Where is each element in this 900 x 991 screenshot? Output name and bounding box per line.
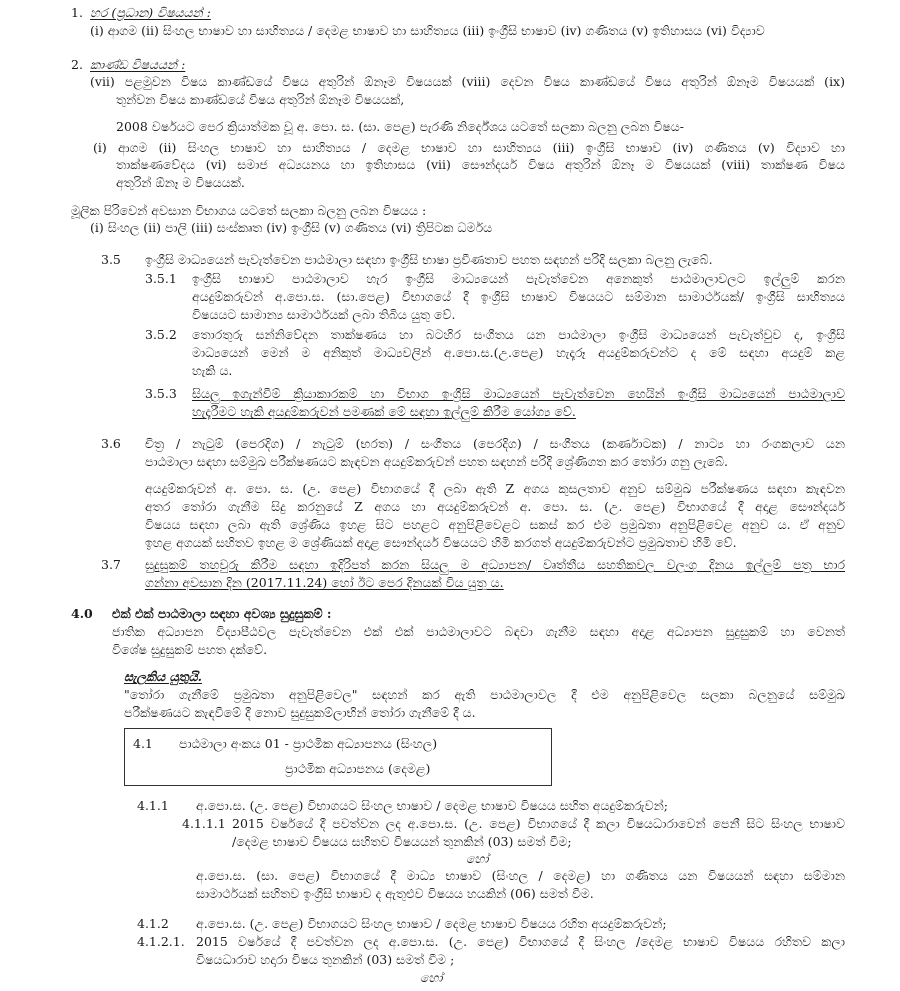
note-title: සැලකිය යුතුයි. (124, 669, 202, 684)
paragraph-line: මාධ්‍යයෙන් මෙන් ම අනිකුත් මාධ්‍යවලින් අ.පො.ස.(උ.පෙළ) හැදෑරූ අයදුම්කරුවන්ට ද මේ සඳහා අයදුම් කළ (192, 345, 845, 360)
paragraph-line: අයදුම්කරුවන් අ. පො. ස. (උ. පෙළ) විභාගයේ දී ලබා ඇති Z අගය කුසලතාව අනුව සම්මුඛ පරීක්ෂණය සඳහා කැඳවන (145, 481, 845, 496)
section-number: 1. (71, 5, 83, 20)
paragraph-line: සියලු ඉගැන්වීම් ක්‍රියාකාරකම් හා විභාග ඉංග්‍රීසි මාධ්‍යයෙන් පැවැත්වෙන හෙයින් ඉංග්‍රීසි මාධ්‍යයෙන් පාඨමාලාව (192, 386, 845, 401)
course-box (124, 728, 552, 786)
paragraph-line: අතුරින් ඕනෑ ම විෂයයක්. (116, 175, 245, 190)
paragraph-line: විශේෂ සුදුසුකම් පහත දක්වේ. (112, 642, 268, 657)
section-title: එක් එක් පාඨමාලා සඳහා අවශ්‍ය සුදුසුකම් : (112, 606, 332, 621)
section-number: 4.0 (71, 606, 93, 621)
section-number: 3.5 (101, 252, 121, 267)
paragraph-line: පරීක්ෂණයට කැඳවීමේ දී නොව සුදුසුකම්ලාභින් තෝරා ගැනීමේ දී ය. (124, 705, 476, 720)
course-title: ප්‍රාථමික අධ්‍යාපනය (දෙමළ) (285, 761, 431, 776)
paragraph-line: තොරතුරු සන්නිවේදන තාක්ෂණය හා බටහිර සංගීතය යන පාඨමාලා ඉංග්‍රීසි මාධ්‍යයෙන් පැවැත්වුව ද, ඉංග්‍රීසි (192, 327, 845, 342)
paragraph-line: අ.පො.ස. (උ. පෙළ) විභාගයට සිංහල භාෂාව / දෙමළ භාෂාව විෂයය රහිත අයදුම්කරුවන්; (196, 916, 667, 931)
paragraph-line: ඉංග්‍රීසි මාධ්‍යයෙන් පැවැත්වෙන පාඨමාලා සඳහා ඉංග්‍රීසි භාෂා ප්‍රවීණතාව පහත සඳහන් පරිදි සලකා බලනු ලැබේ. (145, 252, 713, 267)
paragraph-line: ජාතික අධ්‍යාපන විද්‍යාපීඨවල පැවැත්වෙන එක් එක් පාඨමාලාවට බඳවා ගැනීම සඳහා අදාළ අධ්‍යාපන සුදුසුකම් හා වෙනත් (112, 624, 845, 639)
paragraph-line: (i) සිංහල (ii) පාලි (iii) සංස්කෘත (iv) ඉංග්‍රීසි (v) ගණිතය (vi) ත්‍රිපිටක ධර්මය (90, 220, 493, 235)
paragraph-line: සාමාර්ථයක් සහිතව ඉංග්‍රීසි භාෂාව ද ඇතුළුව විෂයය හයකින් (06) සමත් වීම. (196, 886, 594, 901)
paragraph-line: හැකි ය. (192, 363, 233, 378)
section-number: 3.7 (101, 557, 121, 572)
paragraph-line: විෂයධාරාව හදාරා විෂය තුනකින් (03) සමත් වීම ; (196, 952, 455, 967)
paragraph-line: පාඨමාලා සඳහා සම්මුඛ පරීක්ෂණයට කැඳවන අයදුම්කරුවන් පහත සඳහන් පරිදි ශ්‍රේණිගත කර තෝරා ගනු ලැබේ. (145, 454, 729, 469)
section-title: හර (ප්‍රධාන) විෂයයන් : (90, 5, 211, 20)
paragraph-line: 2015 වර්ෂයේ දී පවත්වන ලද අ.පො.ස. (උ. පෙළ) විභාගයේ දී සිංහල /දෙමළ භාෂාව විෂයය රහිතව කලා (196, 934, 845, 949)
section-number: 3.5.2 (145, 327, 177, 342)
paragraph-line: මූලික පිරිවෙන් අවසාන විභාගය යටතේ සලකා බලනු ලබන විෂයය : (71, 203, 427, 218)
paragraph-line: අ.පො.ස. (සා. පෙළ) විභාගයේ දී මාධ්‍ය භාෂාව (සිංහල / දෙමළ) හා ගණිතය යන විෂයයන් සඳහා සම්මාන (196, 868, 845, 883)
paragraph-line: තුන්වන විෂය කාණ්ඩයේ විෂය අතුරින් ඕනෑම විෂයයක්, (116, 92, 405, 107)
paragraph-line: විෂයය සඳහා ලබා ඇති ශ්‍රේණිය ඉහළ සිට පහළට අනුපිළිවෙළට සකස් කර එම ප්‍රමුඛතා අනුපිළිවෙළ අනුව ය. ඒ අනුව (145, 517, 845, 532)
section-title: කාණ්ඩ විෂයයන් : (90, 57, 186, 72)
paragraph-line: (vii) පළමුවන විෂය කාණ්ඩයේ විෂය අතුරින් ඕනෑම විෂයයක් (viii) දෙවන විෂය කාණ්ඩයේ විෂය අතුරින් ඕනෑම විෂයයක් (ix) (90, 74, 845, 89)
section-number: 2. (71, 57, 83, 72)
section-number: 4.1.1 (137, 798, 169, 813)
paragraph-line: (i) ආගම (ii) සිංහල භාෂාව හා සාහිත්‍යය / දෙමළ භාෂාව හා සාහිත්‍යය (iii) ඉංග්‍රීසි භාෂාව (iv) ගණිතය (v) විද්‍යාව හා (93, 140, 845, 155)
section-number: 4.1.1.1 (182, 816, 226, 831)
paragraph-line: 2008 වර්ෂයට පෙර ක්‍රියාත්මක වූ අ. පො. ස. (සා. පෙළ) පැරණි නිර්දේශය යටතේ සලකා බලනු ලබන විෂය- (116, 119, 685, 134)
paragraph-line: "තෝරා ගැනීමේ ප්‍රමුඛතා අනුපිළිවෙල" සඳහන් කර ඇති පාඨමාලාවල දී එම අනුපිළිවෙල සලකා බලනුයේ සම්මුඛ (124, 687, 845, 702)
paragraph-line: අයදුම්කරුවන් අ.පො.ස. (සා.පෙළ) විභාගයේ දී ඉංග්‍රීසි භාෂාව විෂයයට සම්මාන සාමාර්ථයක්/ ඉංග්‍රීසි සාහිත්‍යය (192, 289, 845, 304)
paragraph-line: ගන්නා අවසාන දින (2017.11.24) හෝ ඊට පෙර දිනයක් විය යුතු ය. (145, 575, 504, 590)
paragraph-line: ඉහළ අගයක් සහිතව ඉහළ ම ශ්‍රේණියක් අදාළ සෞන්දර්ය විෂයයට හිමි කරගත් අයදුම්කරුවන්ට ප්‍රමුඛතාව හිමි වේ. (145, 535, 737, 550)
paragraph-line: 2015 වර්ෂයේ දී පවත්වන ලද අ.පො.ස. (උ. පෙළ) විභාගයේ දී කලා විෂයධාරාවෙන් පෙනී සිට සිංහල භාෂාව (232, 816, 845, 831)
section-number: 4.1 (133, 736, 153, 751)
paragraph-line: තාක්ෂණවේදය (vi) සමාජ අධ්‍යයනය හා ඉතිහාසය (vii) සෞන්දර්ය විෂය අතුරින් ඕනෑ ම විෂයයක් (viii) තාක්ෂණ විෂය (116, 157, 845, 172)
paragraph-line: චිත්‍ර / නැටුම් (පෙරදිග) / නැටුම් (භරත) / සංගීතය (පෙරදිග) / සංගීතය (කර්ණාටක) / නාට්‍ය හා රංගකලාව යන (145, 436, 845, 451)
paragraph-line: අ.පො.ස. (උ. පෙළ) විභාගයට සිංහල භාෂාව / දෙමළ භාෂාව විෂයය සහිත අයදුම්කරුවන්; (196, 798, 668, 813)
course-title: පාඨමාලා අංකය 01 - ප්‍රාථමික අධ්‍යාපනය (සිංහල) (179, 736, 438, 751)
paragraph-line: සුදුසුකම් තහවුරු කිරීම සඳහා ඉදිරිපත් කරන සියලු ම අධ්‍යාපන/ වෘත්තීය සහතිකවල වලංගු දිනය ඉල්ලුම් පත්‍ර භාර (145, 557, 845, 572)
paragraph-line: ඉංග්‍රීසි භාෂාව පාඨමාලාව හැර ඉංග්‍රීසි මාධ්‍යයෙන් පැවැත්වෙන අනෙකුත් පාඨමාලාවලට ඉල්ලුම් කරන (192, 271, 845, 286)
paragraph-line: /දෙමළ භාෂාව විෂයය සහිතව විෂයයන් තුනකින් (03) සමත් වීම; (232, 834, 572, 849)
paragraph-line: අතර තෝරා ගැනීම සිදු කරනුයේ Z අගය හා අයදුම්කරුවන් අ. පො. ස. (උ. පෙළ) විභාගයේ දී අදාළ සෞන්දර්ය (145, 499, 845, 514)
or-text: හෝ (420, 970, 443, 985)
paragraph-line: හැදෑරීමට හැකි අයදුම්කරුවන් පමණක් මේ සඳහා ඉල්ලුම් කිරීම යෝග්‍ය වේ. (192, 404, 576, 419)
section-number: 4.1.2.1. (137, 934, 185, 949)
paragraph-line: (i) ආගම (ii) සිංහල භාෂාව හා සාහිත්‍යය / දෙමළ භාෂාව හා සාහිත්‍යය (iii) ඉංග්‍රීසි භාෂාව (iv) ගණිතය (v) ඉතිහාසය (vi) විද්‍යාව (90, 23, 765, 38)
section-number: 4.1.2 (137, 916, 169, 931)
paragraph-line: විෂයයට සාමාන්‍ය සාමාර්ථයක් ලබා තිබිය යුතු වේ. (192, 307, 456, 322)
section-number: 3.6 (101, 436, 121, 451)
or-text: හෝ (466, 851, 489, 866)
section-number: 3.5.1 (145, 271, 177, 286)
section-number: 3.5.3 (145, 386, 177, 401)
